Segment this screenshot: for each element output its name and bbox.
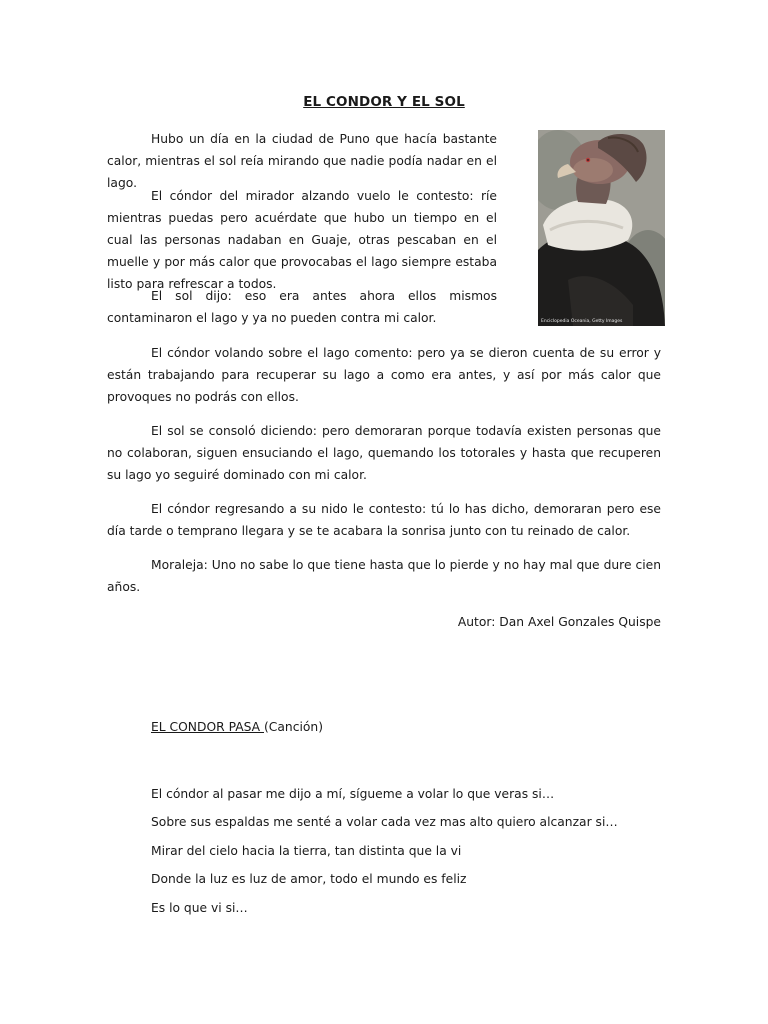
song-subtitle: (Canción) (264, 720, 324, 734)
moraleja-paragraph: Moraleja: Uno no sabe lo que tiene hasta que lo pierde y no hay mal que dure cien años. (107, 558, 661, 594)
song-line-4: Donde la luz es luz de amor, todo el mundo es feliz (151, 872, 467, 886)
condor-illustration (538, 130, 665, 326)
song-line-3: Mirar del cielo hacia la tierra, tan distinta que la vi (151, 844, 462, 858)
song-title: EL CONDOR PASA (151, 720, 264, 734)
song-line-5: Es lo que vi si… (151, 901, 248, 915)
document-title: EL CONDOR Y EL SOL (303, 94, 465, 110)
song-heading (151, 716, 323, 738)
condor-photo (538, 130, 665, 326)
paragraph-6: El cóndor regresando a su nido le contesto: tú lo has dicho, demoraran pero ese día tarde o temprano llegara y se te acabara la sonrisa junto con tu reinado de calor. (107, 502, 661, 538)
paragraph-5: El sol se consoló diciendo: pero demoraran porque todavía existen personas que no colaboran, siguen ensuciando el lago, quemando los totorales y hasta que recuperen su lago yo seguiré dominado con mi calor. (107, 424, 661, 482)
paragraph-2: El cóndor del mirador alzando vuelo le contesto: ríe mientras puedas pero acuérdate que hubo un tiempo en el cual las personas nadaban en Guaje, otras pescaban en el muelle y por más calor que provocabas el lago siempre estaba listo para refrescar a todos. (107, 189, 497, 291)
paragraph-3: El sol dijo: eso era antes ahora ellos mismos contaminaron el lago y ya no pueden contra mi calor. (107, 289, 497, 325)
paragraph-1: Hubo un día en la ciudad de Puno que hacía bastante calor, mientras el sol reía mirando que nadie podía nadar en el lago. (107, 132, 497, 190)
paragraph-4: El cóndor volando sobre el lago comento: pero ya se dieron cuenta de su error y están trabajando para recuperar su lago a como era antes, y así por más calor que provoques no podrás con ellos. (107, 346, 661, 404)
song-line-1: El cóndor al pasar me dijo a mí, sígueme a volar lo que veras si… (151, 787, 555, 801)
author-line: Autor: Dan Axel Gonzales Quispe (457, 615, 661, 629)
song-line-2: Sobre sus espaldas me senté a volar cada vez mas alto quiero alcanzar si… (151, 815, 618, 829)
photo-credit: Enciclopedia Oceania, Getty Images (541, 319, 623, 324)
